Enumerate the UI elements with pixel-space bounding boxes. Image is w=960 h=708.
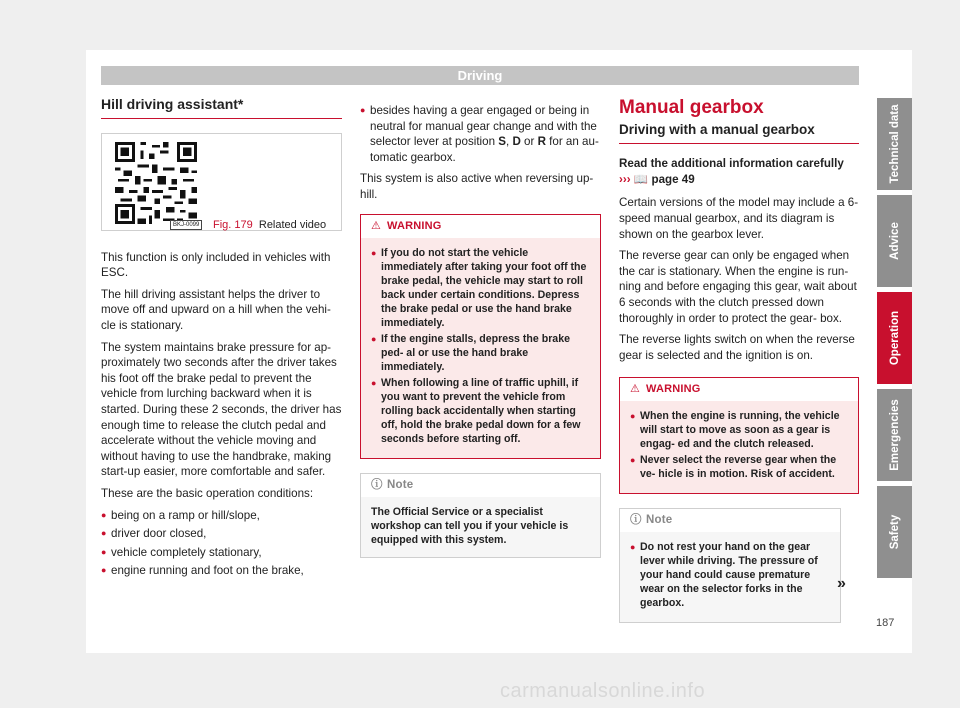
warning-label: WARNING xyxy=(387,219,442,232)
tab-technical-data[interactable] xyxy=(877,98,912,190)
warning-body xyxy=(620,401,858,493)
warning-item: ● When following a line of traffic uphill, if you want to prevent the vehicle from rolling back accidentally when starting off, hold the brake pedal down for a few seconds before starting off. xyxy=(371,376,590,446)
warning-box xyxy=(360,214,601,459)
page-number: 187 xyxy=(876,617,895,629)
warning-triangle-icon: ⚠ xyxy=(630,383,641,396)
gear-d: D xyxy=(512,135,521,149)
tab-emergencies[interactable] xyxy=(877,389,912,481)
continue-marker: » xyxy=(837,575,846,592)
warning-item: ● When the engine is running, the vehicle will start to move as soon as a gear is engag- ed and the clutch released. xyxy=(630,409,848,451)
warning-body xyxy=(361,238,600,458)
chapter-header: Driving xyxy=(101,66,859,85)
note-header xyxy=(620,509,840,532)
figure-number: Fig. 179 xyxy=(213,218,253,231)
list-item: ● being on a ramp or hill/slope, xyxy=(101,508,342,524)
tab-label: Advice xyxy=(888,222,901,260)
paragraph: The hill driving assistant helps the driver to move off and upward on a hill when the vehi- cle is stationary. xyxy=(101,287,331,332)
paragraph: The reverse lights switch on when the reverse gear is selected and the ignition is on. xyxy=(619,333,855,362)
list-item-text: besides having a gear engaged or being in neutral for manual gear change and with the selector lever at position xyxy=(370,104,597,149)
figure-caption-text: Related video xyxy=(258,218,327,231)
list-item xyxy=(360,103,601,165)
note-item: ● Do not rest your hand on the gear lever while driving. The pressure of your hand could cause premature wear on the selector forks in the gearbox. xyxy=(630,540,830,610)
warning-header xyxy=(620,378,858,401)
read-label: Read the additional information carefully xyxy=(619,157,844,171)
warning-label: WARNING xyxy=(646,383,701,396)
tab-safety[interactable] xyxy=(877,486,912,578)
column-2 xyxy=(360,103,601,558)
paragraph: The system maintains brake pressure for ap- proximately two seconds after the driver takes his foot off the brake pedal to prevent the vehicle from lurching backward when it is started. During these 2 seconds, the driver has enough time to release the clutch pedal and accelerate without the vehicle moving and without having to use the handbrake, making start-up easier, more comfortable and safer. xyxy=(101,340,342,479)
column-1 xyxy=(101,97,342,582)
note-header xyxy=(361,474,600,497)
tab-label: Technical data xyxy=(888,104,901,184)
paragraph: This system is also active when reversing up- hill. xyxy=(360,172,594,201)
note-label: Note xyxy=(387,478,414,491)
note-label: Note xyxy=(646,514,673,527)
warning-item: ● Never select the reverse gear when the ve- hicle is in motion. Risk of accident. xyxy=(630,453,848,481)
section-title: Hill driving assistant* xyxy=(101,97,342,119)
paragraph: These are the basic operation conditions: xyxy=(101,486,314,500)
tab-label: Emergencies xyxy=(888,399,901,471)
column-3 xyxy=(619,97,859,623)
side-tab-nav xyxy=(877,98,912,583)
watermark: carmanualsonline.info xyxy=(500,680,706,702)
reference-link[interactable]: page 49 xyxy=(651,172,695,186)
tab-operation[interactable] xyxy=(877,292,912,384)
qr-code-image xyxy=(110,142,202,224)
note-body xyxy=(620,532,840,622)
note-box xyxy=(619,508,841,623)
note-box xyxy=(360,473,601,558)
list-item: ● vehicle completely stationary, xyxy=(101,545,342,561)
tab-advice[interactable] xyxy=(877,195,912,287)
note-info-icon: ⓘ xyxy=(371,478,383,491)
figure-box xyxy=(101,133,342,231)
note-body: The Official Service or a specialist workshop can tell you if your vehicle is equipped with this system. xyxy=(371,505,569,546)
warning-triangle-icon: ⚠ xyxy=(371,219,382,232)
tab-label: Operation xyxy=(888,310,901,366)
book-icon: 📖 xyxy=(633,172,649,186)
warning-box xyxy=(619,377,859,494)
section-subtitle: Driving with a manual gearbox xyxy=(619,122,859,145)
reference-arrow: ››› xyxy=(619,172,631,186)
chapter-title: Manual gearbox xyxy=(619,97,764,118)
paragraph: This function is only included in vehicles with ESC. xyxy=(101,250,331,280)
figure-caption xyxy=(213,218,326,234)
separator: or xyxy=(520,135,538,149)
cross-reference xyxy=(619,156,859,187)
gear-s: S xyxy=(498,135,506,149)
gear-r: R xyxy=(537,135,546,149)
warning-header xyxy=(361,215,600,238)
note-info-icon: ⓘ xyxy=(630,514,642,527)
figure-code-label: BKJ-0099 xyxy=(170,220,202,230)
paragraph: The reverse gear can only be engaged when the car is stationary. When the engine is run- ning and before engaging this gear, wait about 6 seconds with the clutch pressed down thoroughly in order to protect the gear- box. xyxy=(619,249,857,325)
separator: , xyxy=(505,135,513,149)
warning-item: ● If the engine stalls, depress the brake ped- al or use the hand brake immediately. xyxy=(371,332,590,374)
list-item: ● driver door closed, xyxy=(101,526,342,542)
tab-label: Safety xyxy=(888,514,901,550)
list-item-text: for an au- tomatic gearbox. xyxy=(370,135,599,164)
paragraph: Certain versions of the model may include a 6-speed manual gearbox, and its diagram is shown on the gearbox lever. xyxy=(619,196,859,241)
list-item: ● engine running and foot on the brake, xyxy=(101,563,342,579)
warning-item: ● If you do not start the vehicle immediately after taking your foot off the brake pedal, the vehicle may start to roll back under certain conditions. Depress the brake pedal or use the hand brake immediately. xyxy=(371,246,590,330)
